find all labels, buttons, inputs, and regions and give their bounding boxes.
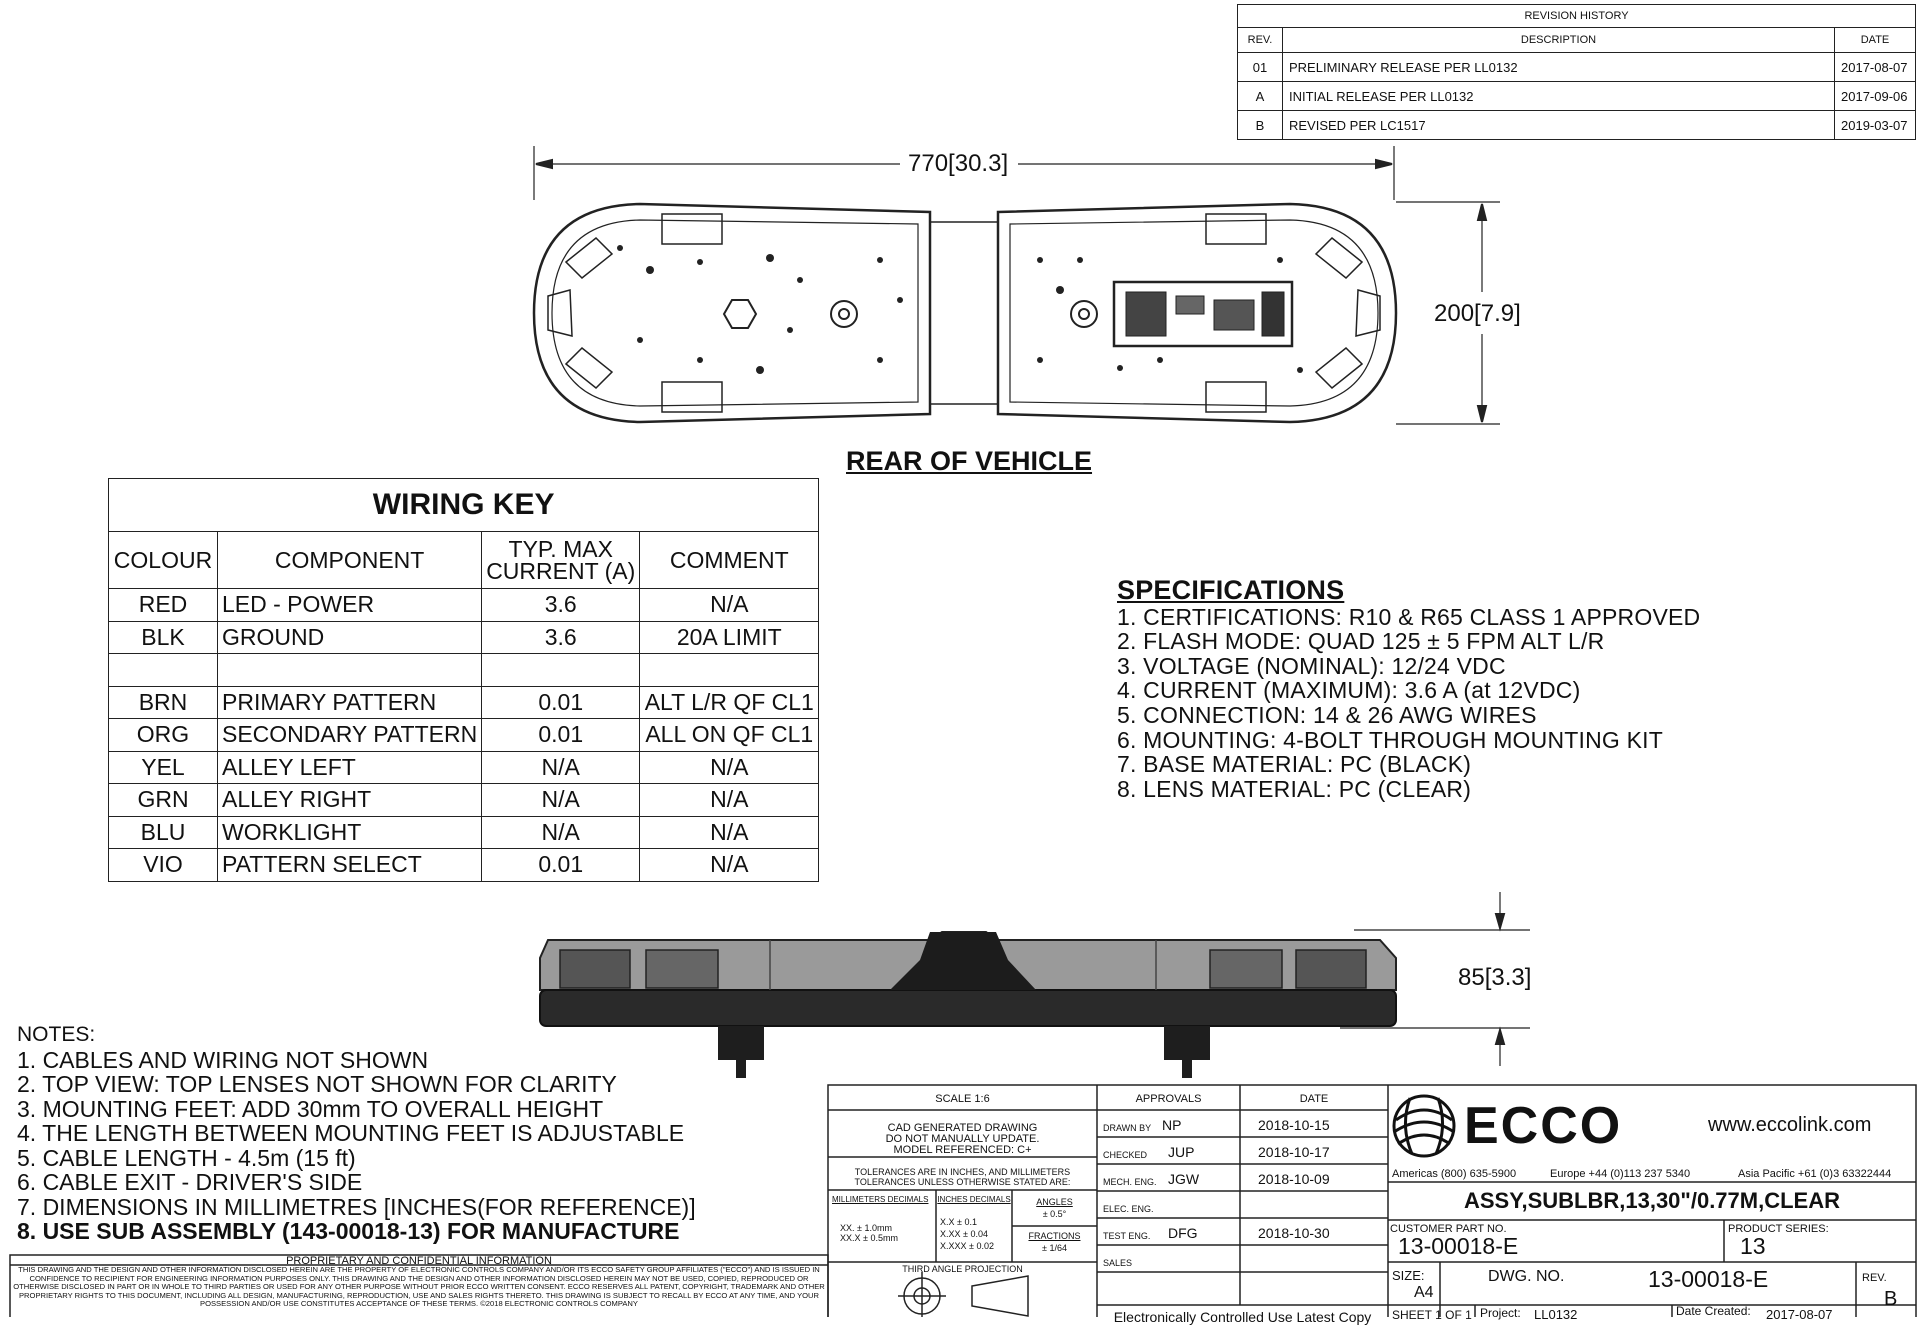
cad-line-3: MODEL REFERENCED: C+ (893, 1144, 1032, 1156)
cad-line-1: CAD GENERATED DRAWING (887, 1122, 1038, 1134)
revision-date: 2017-09-06 (1835, 82, 1916, 111)
specifications-title: SPECIFICATIONS (1117, 575, 1345, 605)
bracket-open: [ (1484, 964, 1492, 991)
rev-value: B (1884, 1288, 1898, 1310)
product-series-value: 13 (1740, 1233, 1766, 1259)
revision-date: 2017-08-07 (1835, 53, 1916, 82)
in-tolerance-1: X.X ± 0.1 (940, 1217, 977, 1227)
bracket-open: [ (1474, 300, 1481, 327)
width-dimension (1434, 300, 1521, 328)
in-tolerance-3: X.XXX ± 0.02 (940, 1241, 994, 1251)
height-mm: 85 (1458, 964, 1485, 991)
rev-label: REV. (1862, 1272, 1887, 1284)
angles-label: ANGLES (1036, 1197, 1073, 1207)
wire-component (218, 654, 482, 687)
in-tolerance-2: X.XX ± 0.04 (940, 1229, 988, 1239)
revision-rev: A (1238, 82, 1283, 111)
width-mm: 200 (1434, 300, 1475, 327)
wire-colour (109, 654, 218, 687)
rear-of-vehicle-label: REAR OF VEHICLE (846, 446, 1093, 476)
mm-tolerance-1: XX. ± 1.0mm (840, 1223, 892, 1233)
third-angle-projection-label: THIRD ANGLE PROJECTION (902, 1264, 1023, 1274)
sheet-label: SHEET 1 OF 1 (1392, 1308, 1472, 1322)
approval-role: ELEC. ENG. (1103, 1204, 1154, 1214)
revision-description: REVISED PER LC1517 (1283, 111, 1835, 140)
wire-colour: BLK (109, 621, 218, 654)
rev-header: REV. (1238, 28, 1283, 53)
approvals-date-header: DATE (1299, 1093, 1329, 1105)
product-series-label: PRODUCT SERIES: (1728, 1223, 1829, 1235)
wiring-row (109, 751, 819, 784)
wire-component: LED - POWER (218, 589, 482, 622)
approval-name: DFG (1168, 1225, 1198, 1241)
revision-row (1238, 53, 1916, 82)
wiring-row (109, 784, 819, 817)
notes-title: NOTES: (17, 1023, 96, 1046)
revision-history-table (1237, 4, 1916, 140)
proprietary-text: THIS DRAWING AND THE DESIGN AND OTHER INFORMATION DISCLOSED HEREIN ARE THE PROPERTY OF ELECTRONIC CONTROLS COMPANY AND/OR ITS ECCO SAFETY GROUP AFFILIATES ("ECCO") AND IS ISSUED IN CONFIDENCE TO RECIPIENT FOR ENGINEERING INFORMATION PURPOSES ONLY. THIS DRAWING AND THE DESIGN AND OTHER INFORMATION DISCLOSED HEREIN MAY NOT BE USED, COPIED, REPRODUCED OR OTHERWISE DISCLOSED IN PART OR IN WHOLE TO THIRD PARTIES OR USED FOR ANY OTHER PURPOSE WITHOUT PRIOR ECCO WRITTEN CONSENT. ECCO RESERVES ALL PATENT, COPYRIGHT, TRADEMARK AND OTHER PROPRIETARY RIGHTS TO THIS DOCUMENT, INCLUDING ALL DESIGN, MANUFACTURING, REPRODUCTION, USE AND SALES RIGHTS THERETO. THIS DRAWING IS SUBJECT TO RECALL BY ECCO AT ANY TIME, AND YOUR POSSESSION AND/OR USE CONSTITUTES ACCEPTANCE OF THESE TERMS. ©2018 ELECTRONIC CONTROLS COMPANY (13, 1265, 825, 1309)
wire-colour: RED (109, 589, 218, 622)
ecco-brand: ECCO (1464, 1097, 1623, 1155)
revision-row (1238, 111, 1916, 140)
dwg-number: 13-00018-E (1648, 1266, 1769, 1292)
height-dimension (1458, 964, 1531, 992)
tolerance-line-1: TOLERANCES ARE IN INCHES, AND MILLIMETERS (854, 1167, 1071, 1177)
bracket-close: ] (1514, 300, 1521, 327)
wire-comment (640, 654, 819, 687)
bracket-close: ] (1524, 964, 1532, 991)
wire-current: 0.01 (482, 686, 640, 719)
length-mm: 770 (908, 150, 949, 177)
wire-comment: ALT L/R QF CL1 (640, 686, 819, 719)
date-created-label: Date Created: (1676, 1304, 1751, 1318)
wire-comment: N/A (640, 816, 819, 849)
date-header: DATE (1835, 28, 1916, 53)
wiring-row (109, 816, 819, 849)
wire-colour: BRN (109, 686, 218, 719)
wire-colour: VIO (109, 849, 218, 882)
wire-comment: N/A (640, 849, 819, 882)
website-link[interactable]: www.eccolink.com (1708, 1114, 1872, 1136)
wire-comment: 20A LIMIT (640, 621, 819, 654)
spec-item: 4. CURRENT (MAXIMUM): 3.6 A (at 12VDC) (1117, 677, 1581, 704)
length-dimension (908, 150, 1008, 178)
angles-tolerance: ± 0.5° (1042, 1209, 1067, 1219)
date-created-value: 2017-08-07 (1766, 1307, 1833, 1322)
approval-name: JUP (1168, 1144, 1195, 1160)
current-header (482, 532, 640, 589)
contact-europe: Europe +44 (0)113 237 5340 (1550, 1168, 1691, 1180)
revision-rev: B (1238, 111, 1283, 140)
approval-date: 2018-10-09 (1258, 1171, 1330, 1187)
approvals-header: APPROVALS (1135, 1093, 1202, 1105)
wire-component: WORKLIGHT (218, 816, 482, 849)
wire-comment: N/A (640, 589, 819, 622)
proprietary-title: PROPRIETARY AND CONFIDENTIAL INFORMATION (286, 1255, 552, 1267)
wire-component: ALLEY RIGHT (218, 784, 482, 817)
wire-comment: N/A (640, 784, 819, 817)
wiring-row (109, 621, 819, 654)
wire-component: GROUND (218, 621, 482, 654)
fractions-tolerance: ± 1/64 (1042, 1243, 1067, 1253)
contact-asia: Asia Pacific +61 (0)3 63322444 (1738, 1168, 1892, 1180)
wire-component: PATTERN SELECT (218, 849, 482, 882)
dwg-number-label: DWG. NO. (1488, 1268, 1565, 1285)
wire-colour: ORG (109, 719, 218, 752)
note-item: 6. CABLE EXIT - DRIVER'S SIDE (17, 1169, 363, 1195)
height-in: 3.3 (1491, 964, 1525, 991)
spec-item: 2. FLASH MODE: QUAD 125 ± 5 FPM ALT L/R (1117, 628, 1605, 655)
wiring-key-title: WIRING KEY (109, 479, 819, 532)
cad-line-2: DO NOT MANUALLY UPDATE. (885, 1133, 1040, 1145)
approval-name: NP (1162, 1117, 1182, 1133)
note-item: 3. MOUNTING FEET: ADD 30mm TO OVERALL HEIGHT (17, 1095, 604, 1122)
approval-role: DRAWN BY (1103, 1123, 1152, 1133)
wire-current: 0.01 (482, 719, 640, 752)
note-item: 5. CABLE LENGTH - 4.5m (15 ft) (17, 1144, 356, 1171)
customer-part-label: CUSTOMER PART NO. (1390, 1223, 1507, 1235)
approval-role: SALES (1103, 1258, 1133, 1268)
revision-row (1238, 82, 1916, 111)
size-value: A4 (1414, 1284, 1434, 1301)
wiring-row (109, 589, 819, 622)
revision-rev: 01 (1238, 53, 1283, 82)
mm-tolerance-2: XX.X ± 0.5mm (840, 1233, 898, 1243)
revision-date: 2019-03-07 (1835, 111, 1916, 140)
wire-current: 3.6 (482, 589, 640, 622)
project-value: LL0132 (1534, 1307, 1578, 1322)
wire-component: SECONDARY PATTERN (218, 719, 482, 752)
tolerance-line-2: TOLERANCES UNLESS OTHERWISE STATED ARE: (854, 1177, 1071, 1187)
note-item: 1. CABLES AND WIRING NOT SHOWN (17, 1046, 429, 1073)
spec-item: 7. BASE MATERIAL: PC (BLACK) (1117, 751, 1472, 778)
ecco-globe-logo (1394, 1096, 1454, 1156)
spec-item: 6. MOUNTING: 4-BOLT THROUGH MOUNTING KIT (1117, 726, 1663, 753)
note-item: 7. DIMENSIONS IN MILLIMETRES [INCHES(FOR REFERENCE)] (17, 1193, 696, 1220)
spec-item: 5. CONNECTION: 14 & 26 AWG WIRES (1117, 701, 1537, 728)
wire-colour: BLU (109, 816, 218, 849)
fractions-label: FRACTIONS (1028, 1231, 1081, 1241)
approval-role: TEST ENG. (1103, 1231, 1151, 1241)
wiring-row (109, 719, 819, 752)
product-title: ASSY,SUBLBR,13,30"/0.77M,CLEAR (1464, 1188, 1840, 1213)
colour-header: COLOUR (109, 532, 218, 589)
approval-date: 2018-10-17 (1258, 1144, 1330, 1160)
approval-role: MECH. ENG. (1103, 1177, 1157, 1187)
bracket-close: ] (1001, 150, 1009, 177)
wire-comment: ALL ON QF CL1 (640, 719, 819, 752)
bracket-open: [ (948, 150, 955, 177)
wire-colour: YEL (109, 751, 218, 784)
size-label: SIZE: (1392, 1268, 1425, 1283)
wire-current: N/A (482, 751, 640, 784)
wire-component: ALLEY LEFT (218, 751, 482, 784)
project-label: Project: (1480, 1306, 1521, 1320)
revision-history-title: REVISION HISTORY (1238, 5, 1916, 28)
wire-current (482, 654, 640, 687)
component-header: COMPONENT (218, 532, 482, 589)
approval-role: CHECKED (1103, 1150, 1148, 1160)
inches-decimals-label: INCHES DECIMALS (937, 1195, 1011, 1204)
length-in: 30.3 (954, 150, 1002, 177)
approval-name: JGW (1168, 1171, 1200, 1187)
width-in: 7.9 (1480, 300, 1515, 327)
scale-label: SCALE 1:6 (935, 1093, 990, 1105)
notes-block (17, 1023, 696, 1244)
wire-component: PRIMARY PATTERN (218, 686, 482, 719)
description-header: DESCRIPTION (1283, 28, 1835, 53)
spec-item: 8. LENS MATERIAL: PC (CLEAR) (1117, 775, 1472, 802)
wiring-row (109, 686, 819, 719)
wire-current: 0.01 (482, 849, 640, 882)
comment-header: COMMENT (640, 532, 819, 589)
wiring-row (109, 849, 819, 882)
spec-item: 1. CERTIFICATIONS: R10 & R65 CLASS 1 APPROVED (1117, 603, 1701, 630)
mm-decimals-label: MILLIMETERS DECIMALS (832, 1195, 929, 1204)
revision-description: INITIAL RELEASE PER LL0132 (1283, 82, 1835, 111)
wire-current: 3.6 (482, 621, 640, 654)
contact-americas: Americas (800) 635-5900 (1392, 1168, 1517, 1180)
approval-date: 2018-10-30 (1258, 1225, 1330, 1241)
revision-description: PRELIMINARY RELEASE PER LL0132 (1283, 53, 1835, 82)
approval-date: 2018-10-15 (1258, 1117, 1330, 1133)
wire-colour: GRN (109, 784, 218, 817)
wiring-key-table (108, 478, 819, 882)
specifications-block (1117, 575, 1701, 802)
wire-current: N/A (482, 816, 640, 849)
electronically-controlled-note: Electronically Controlled Use Latest Copy (1113, 1309, 1372, 1325)
note-item-bold: 8. USE SUB ASSEMBLY (143-00018-13) FOR MANUFACTURE (17, 1218, 680, 1244)
note-item: 2. TOP VIEW: TOP LENSES NOT SHOWN FOR CLARITY (17, 1071, 617, 1097)
wire-current: N/A (482, 784, 640, 817)
customer-part-number: 13-00018-E (1398, 1233, 1519, 1259)
wire-comment: N/A (640, 751, 819, 784)
spec-item: 3. VOLTAGE (NOMINAL): 12/24 VDC (1117, 652, 1506, 679)
current-header-line1: TYP. MAX (508, 536, 613, 562)
note-item: 4. THE LENGTH BETWEEN MOUNTING FEET IS ADJUSTABLE (17, 1120, 685, 1146)
current-header-line2: CURRENT (A) (486, 558, 636, 584)
wiring-row (109, 654, 819, 687)
